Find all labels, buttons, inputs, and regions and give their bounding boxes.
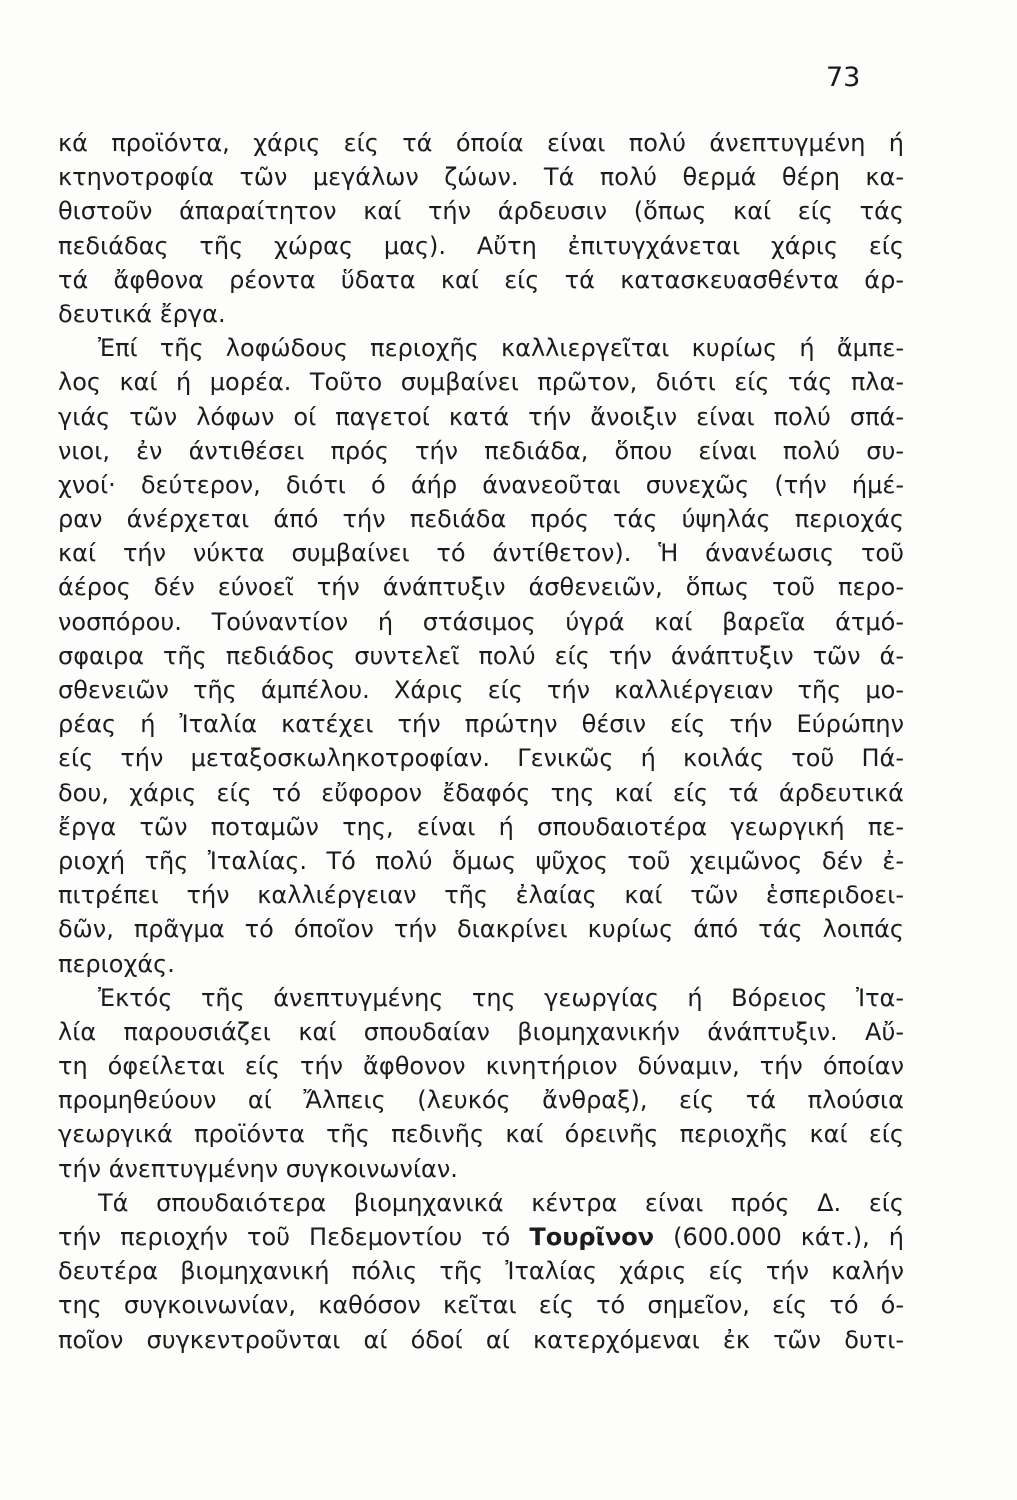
text-line: Ἐπί τῆς λοφώδους περιοχῆς καλλιεργεῖται κυρίως ή ἄμπε- <box>98 334 904 363</box>
text-line: δῶν, πρᾶγμα τό όποῖον τήν διακρίνει κυρίως άπό τάς λοιπάς <box>58 915 904 944</box>
text-segment: (600.000 κάτ.), ή <box>654 1223 904 1251</box>
text-line: ποῖον συγκεντροῦνται αί όδοί αί κατερχόμεναι ἐκ τῶν δυτι- <box>58 1325 904 1354</box>
text-line: γιάς τῶν λόφων οί παγετοί κατά τήν ἄνοιξιν είναι πολύ σπά- <box>58 402 904 431</box>
text-line: σφαιρα τῆς πεδιάδος συντελεῖ πολύ είς τήν άνάπτυξιν τῶν ά- <box>58 641 904 670</box>
text-line: τά ἄφθονα ρέοντα ὕδατα καί είς τά κατασκευασθέντα άρ- <box>58 265 904 294</box>
text-line: περιοχάς. <box>58 949 175 978</box>
text-line: νοσπόρου. Τούναντίον ή στάσιμος ύγρά καί βαρεῖα άτμό- <box>58 607 904 636</box>
body-text <box>58 126 904 1357</box>
text-line: δευτικά ἔργα. <box>58 299 226 328</box>
text-line: δου, χάρις είς τό εὔφορον ἔδαφός της καί είς τά άρδευτικά <box>58 778 904 807</box>
text-line: λία παρουσιάζει καί σπουδαίαν βιομηχανικήν άνάπτυξιν. Αὔ- <box>58 1017 904 1046</box>
text-line: είς τήν μεταξοσκωληκοτροφίαν. Γενικῶς ή κοιλάς τοῦ Πά- <box>58 744 904 773</box>
text-line <box>58 1220 904 1254</box>
text-line: προμηθεύουν αί Ἄλπεις (λευκός ἄνθραξ), είς τά πλούσια <box>58 1086 904 1115</box>
text-line: της συγκοινωνίαν, καθόσον κεῖται είς τό σημεῖον, είς τό ό- <box>58 1291 904 1320</box>
text-line: πεδιάδας τῆς χώρας μας). Αὔτη ἐπιτυγχάνεται χάρις είς <box>58 231 904 260</box>
text-line: ραν άνέρχεται άπό τήν πεδιάδα πρός τάς ύψηλάς περιοχάς <box>58 505 904 534</box>
text-line: θιστοῦν άπαραίτητον καί τήν άρδευσιν (ὅπως καί είς τάς <box>58 197 904 226</box>
page-number: 73 <box>826 62 861 93</box>
text-line: νιοι, ἐν άντιθέσει πρός τήν πεδιάδα, ὅπου είναι πολύ συ- <box>58 436 904 465</box>
text-line: κά προϊόντα, χάρις είς τά όποία είναι πολύ άνεπτυγμένη ή <box>58 129 904 157</box>
text-line: ἔργα τῶν ποταμῶν της, είναι ή σπουδαιοτέρα γεωργική πε- <box>58 812 904 841</box>
text-line: τη όφείλεται είς τήν ἄφθονον κινητήριον δύναμιν, τήν όποίαν <box>58 1052 904 1081</box>
city-name-turin: Τουρῖνον <box>529 1223 655 1251</box>
text-line: λος καί ή μορέα. Τοῦτο συμβαίνει πρῶτον, διότι είς τάς πλα- <box>58 368 904 397</box>
text-line: χνοί· δεύτερον, διότι ό άήρ άνανεοῦται συνεχῶς (τήν ήμέ- <box>58 470 904 499</box>
text-line: γεωργικά προϊόντα τῆς πεδινῆς καί όρεινῆς περιοχῆς καί είς <box>58 1120 904 1149</box>
text-line: δευτέρα βιομηχανική πόλις τῆς Ἰταλίας χάρις είς τήν καλήν <box>58 1257 904 1286</box>
text-line: πιτρέπει τήν καλλιέργειαν τῆς ἐλαίας καί τῶν ἑσπεριδοει- <box>58 881 904 910</box>
text-line: σθενειῶν τῆς άμπέλου. Χάρις είς τήν καλλιέργειαν τῆς μο- <box>58 676 904 704</box>
text-line: Τά σπουδαιότερα βιομηχανικά κέντρα είναι πρός Δ. είς <box>98 1188 904 1217</box>
text-line: καί τήν νύκτα συμβαίνει τό άντίθετον). Ἡ άνανέωσις τοῦ <box>58 539 904 568</box>
text-line: τήν άνεπτυγμένην συγκοινωνίαν. <box>58 1154 458 1183</box>
text-line: κτηνοτροφία τῶν μεγάλων ζώων. Τά πολύ θερμά θέρη κα- <box>58 163 904 192</box>
text-line: Ἐκτός τῆς άνεπτυγμένης της γεωργίας ή Βόρειος Ἰτα- <box>98 983 904 1012</box>
text-segment: τήν περιοχήν τοῦ Πεδεμοντίου τό <box>58 1223 530 1251</box>
text-line: ριοχή τῆς Ἰταλίας. Τό πολύ ὅμως ψῦχος τοῦ χειμῶνος δέν ἐ- <box>58 846 904 875</box>
text-line: άέρος δέν εύνοεῖ τήν άνάπτυξιν άσθενειῶν, ὅπως τοῦ περο- <box>58 573 904 602</box>
text-line: ρέας ή Ἰταλία κατέχει τήν πρώτην θέσιν είς τήν Εύρώπην <box>58 710 904 739</box>
